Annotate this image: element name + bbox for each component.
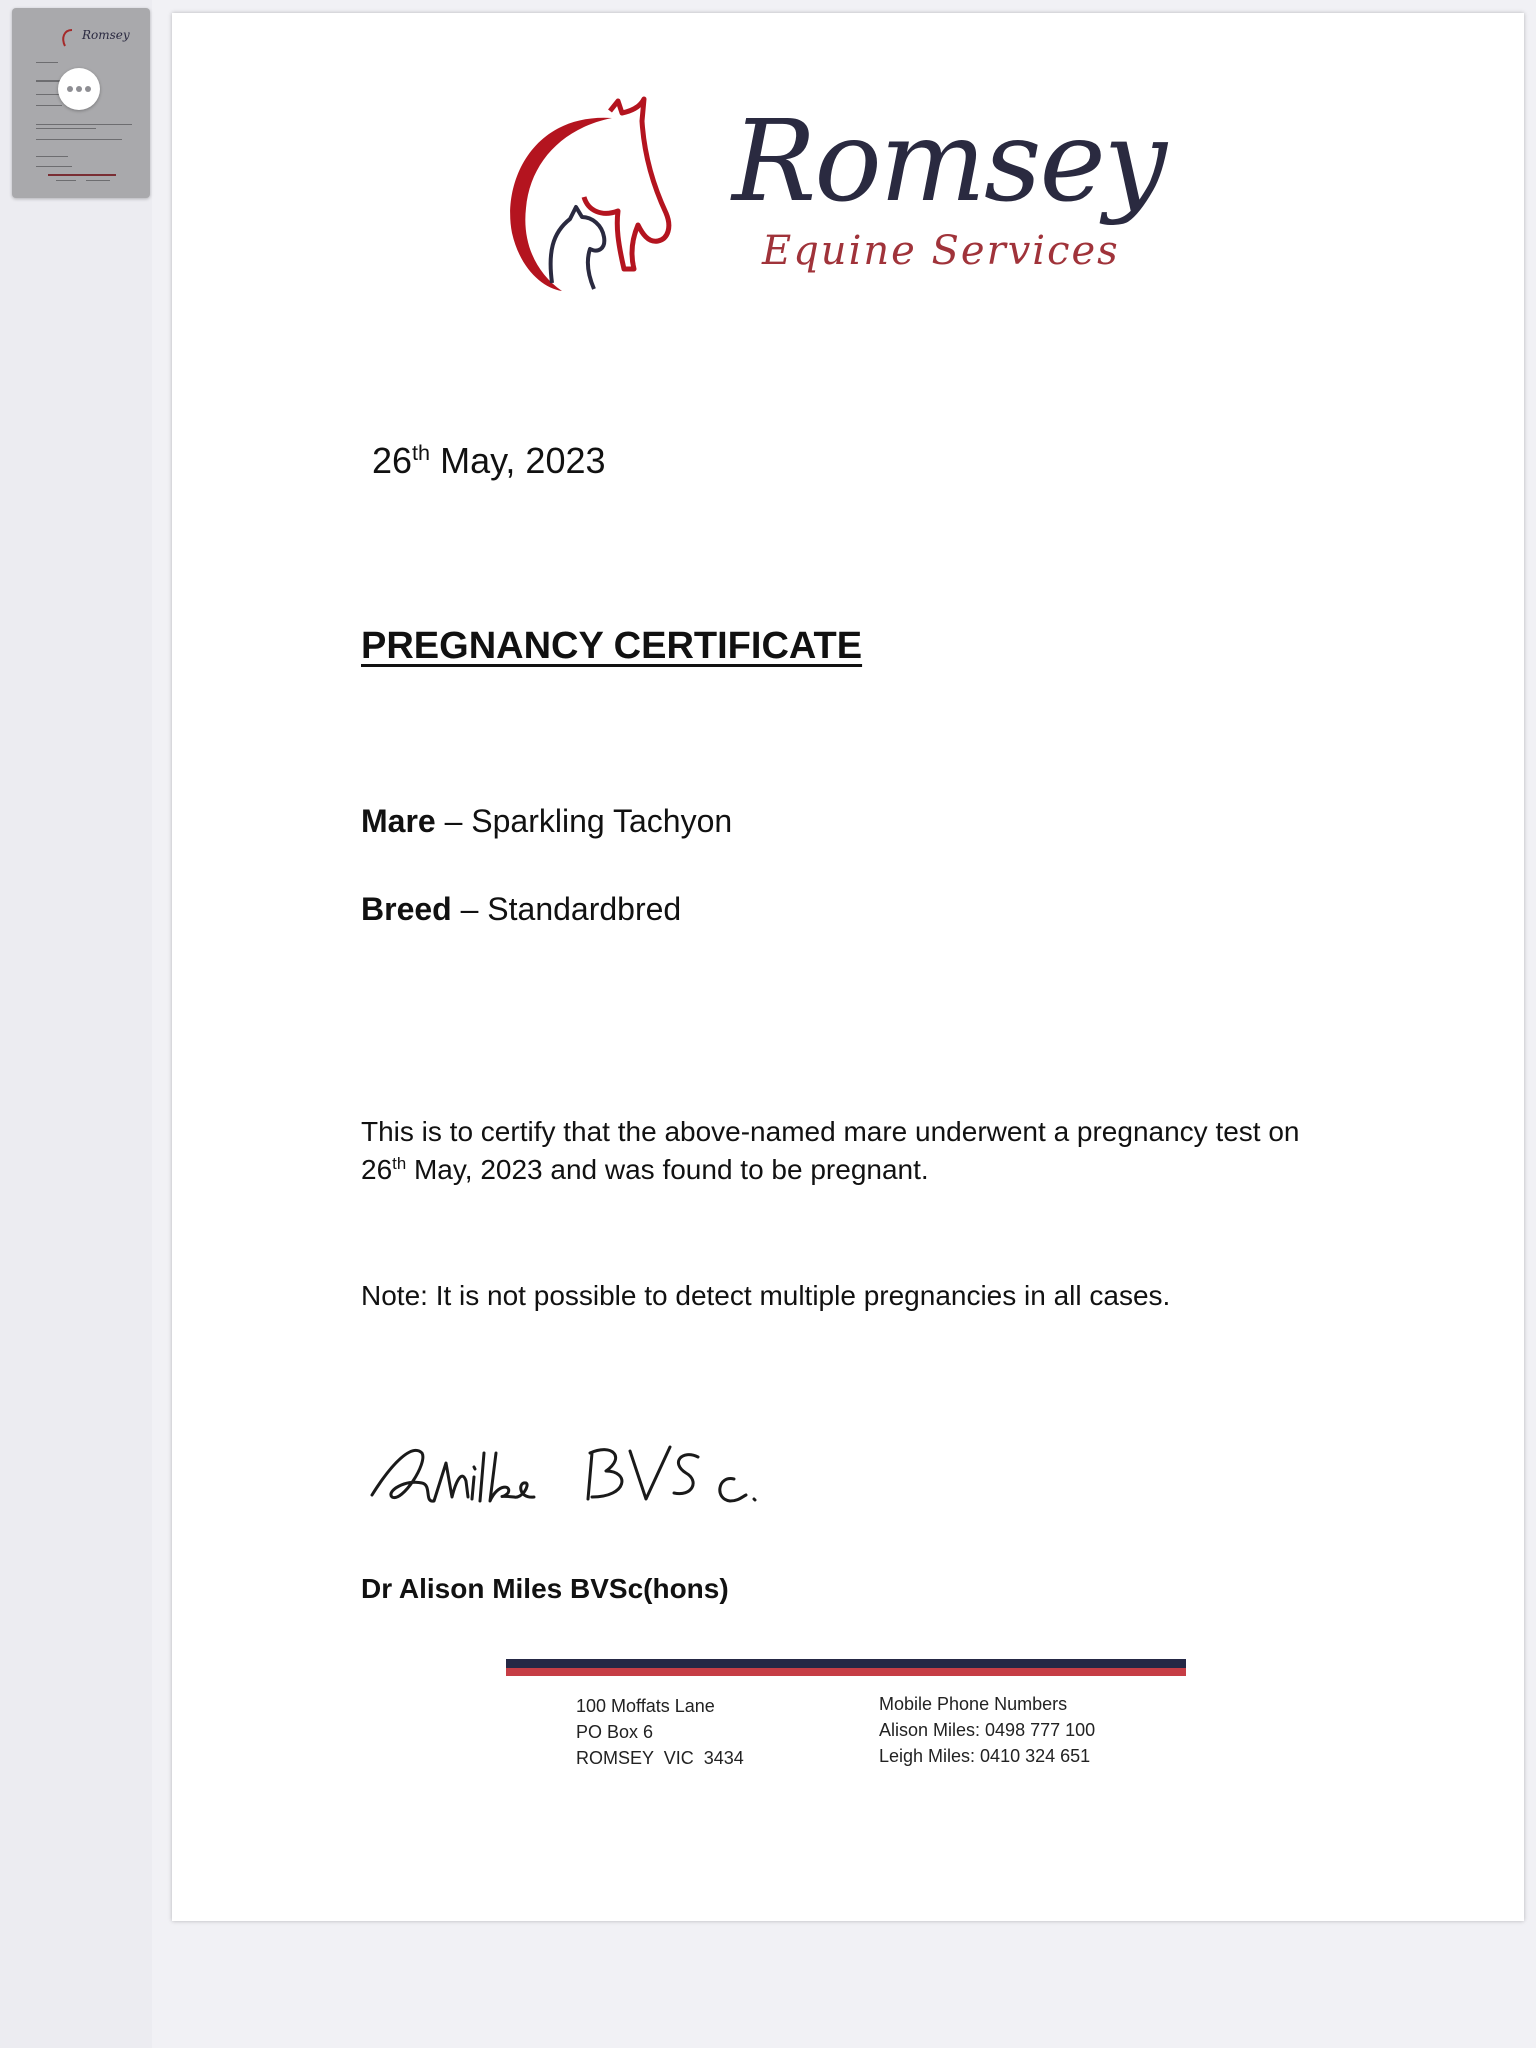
thumbnail-line — [56, 180, 76, 181]
certify-line2: May, 2023 and was found to be pregnant. — [413, 1154, 929, 1185]
date-day: 26 — [372, 440, 413, 481]
thumbnail-brand: Romsey — [82, 28, 130, 42]
thumbnail-line — [48, 174, 116, 176]
thumbnail-logo-icon — [60, 28, 78, 48]
signer-name: Dr Alison Miles BVSc(hons) — [361, 1573, 729, 1604]
date-rest: May, 2023 — [440, 440, 606, 481]
thumbnail-line — [36, 62, 58, 63]
address-line: PO Box 6 — [576, 1722, 654, 1742]
breed-value: Standardbred — [487, 891, 682, 927]
signature — [362, 1423, 812, 1533]
phones-heading: Mobile Phone Numbers — [879, 1694, 1068, 1714]
document-page — [172, 13, 1524, 1921]
phone-line: Alison Miles: 0498 777 100 — [879, 1720, 1096, 1740]
thumbnail-line — [36, 124, 132, 125]
footer-phones — [879, 1691, 1095, 1769]
footer-divider-red — [506, 1668, 1186, 1676]
address-line: ROMSEY VIC 3434 — [576, 1748, 744, 1768]
brand-subtitle: Equine Services — [762, 228, 1120, 274]
brand-name: Romsey — [732, 97, 1165, 227]
certificate-title: PREGNANCY CERTIFICATE — [361, 625, 863, 667]
page-thumbnail[interactable] — [12, 8, 150, 198]
thumbnail-sidebar — [0, 0, 152, 2048]
thumbnail-line — [36, 166, 72, 167]
thumbnail-line — [36, 105, 62, 106]
ellipsis-icon — [85, 86, 91, 92]
breed-label: Breed — [361, 891, 452, 927]
breed-field — [361, 891, 681, 928]
certify-line1: This is to certify that the above-named mare underwent a pregnancy test on — [361, 1116, 1300, 1147]
certification-statement — [361, 1113, 1300, 1189]
mare-separator: – — [444, 803, 463, 839]
thumbnail-line — [86, 180, 110, 181]
more-options-button[interactable] — [58, 68, 100, 110]
note-text: Note: It is not possible to detect multiple pregnancies in all cases. — [361, 1280, 1171, 1311]
breed-separator: – — [460, 891, 479, 927]
phone-line: Leigh Miles: 0410 324 651 — [879, 1746, 1091, 1766]
thumbnail-line — [36, 128, 96, 129]
date-suffix: th — [412, 440, 431, 466]
certify-suffix: th — [392, 1153, 407, 1173]
ellipsis-icon — [67, 86, 73, 92]
certify-day: 26 — [361, 1154, 393, 1185]
ellipsis-icon — [76, 86, 82, 92]
footer-address — [576, 1693, 744, 1771]
thumbnail-line — [36, 139, 122, 140]
footer-divider-navy — [506, 1659, 1186, 1668]
address-line: 100 Moffats Lane — [576, 1696, 715, 1716]
thumbnail-line — [36, 156, 68, 157]
mare-field — [361, 803, 732, 840]
mare-label: Mare — [361, 803, 436, 839]
footer-divider — [506, 1659, 1186, 1676]
document-date — [372, 440, 606, 482]
mare-value: Sparkling Tachyon — [471, 803, 733, 839]
